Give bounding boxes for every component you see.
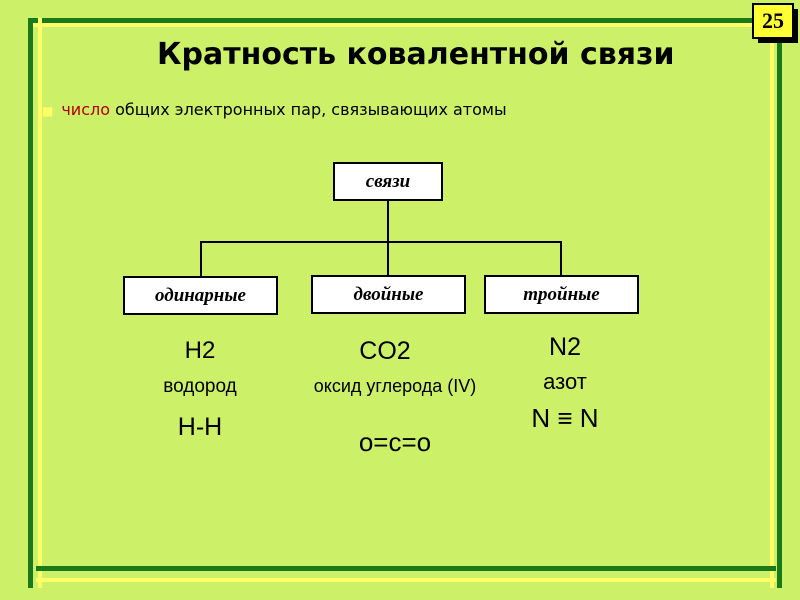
- connector-right: [560, 241, 562, 277]
- name-carbon-oxide: оксид углерода (IV): [313, 376, 477, 396]
- formula-h2: H2: [184, 337, 216, 364]
- frame-right-yellow: [770, 18, 774, 588]
- root-box: связи: [333, 162, 443, 201]
- subtitle-text: общих электронных пар, связывающих атомы: [115, 100, 507, 119]
- connector-root: [387, 201, 389, 242]
- frame-right-dark: [777, 18, 782, 588]
- page-number: 25: [752, 3, 794, 39]
- formula-n2: N2: [549, 333, 581, 361]
- structure-h-h: H-H: [177, 413, 223, 441]
- frame-top-yellow: [28, 23, 770, 27]
- formula-co2: CO2: [359, 337, 411, 365]
- frame-bottom-dark: [36, 566, 776, 571]
- connector-horizontal: [200, 241, 562, 243]
- slide-title: Кратность ковалентной связи: [157, 37, 675, 72]
- connector-left: [200, 241, 202, 277]
- name-hydrogen: водород: [163, 376, 237, 397]
- structure-n-n: N ≡ N: [531, 403, 599, 433]
- box-triple: тройные: [484, 275, 639, 314]
- subtitle-highlight: число: [61, 100, 111, 119]
- subtitle: [42, 100, 507, 119]
- frame-bottom-yellow: [36, 578, 776, 582]
- box-single: одинарные: [123, 276, 278, 315]
- name-nitrogen: азот: [543, 369, 587, 394]
- bullet-icon: ■: [42, 104, 54, 118]
- box-double: двойные: [311, 275, 466, 314]
- connector-middle: [387, 241, 389, 277]
- frame-left-dark: [28, 18, 33, 588]
- structure-o-c-o: o=c=o: [358, 427, 432, 457]
